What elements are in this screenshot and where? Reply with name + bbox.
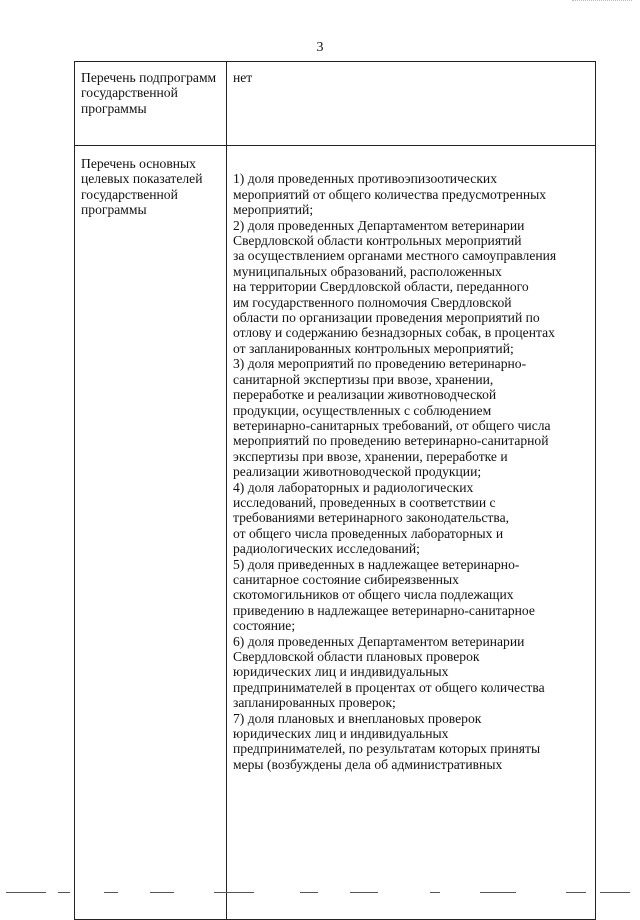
indicator-line: юридических лиц и индивидуальных (233, 664, 449, 680)
indicator-line: предпринимателей в процентах от общего количества (233, 679, 545, 695)
indicator-line: 6) доля проведенных Департаментом ветеринарии (233, 633, 525, 649)
indicator-line: 7) доля плановых и внеплановых проверок (233, 710, 482, 726)
indicator-line: 3) доля мероприятий по проведению ветеринарно- (233, 356, 527, 372)
indicator-line: продукции, осуществленных с соблюдением (233, 402, 492, 418)
row-label-target-indicators: Перечень основных целевых показателей государственной программы (75, 146, 227, 920)
indicator-line: реализации животноводческой продукции; (233, 464, 482, 480)
indicator-line: переработке и реализации животноводческой (233, 387, 497, 403)
indicator-line: области по организации проведения мероприятий по (233, 310, 540, 326)
indicator-line: на территории Свердловской области, переданного (233, 279, 529, 295)
indicator-line: санитарное состояние сибиреязвенных (233, 571, 459, 587)
indicator-line: требованиями ветеринарного законодательства, (233, 510, 510, 526)
indicator-list (233, 171, 591, 772)
indicator-line: приведению в надлежащее ветеринарно-санитарное (233, 602, 535, 618)
scan-edge-marks (0, 889, 640, 897)
scan-corner-mark (572, 0, 632, 3)
indicator-line: от запланированных контрольных мероприятий; (233, 340, 514, 356)
indicator-line: мероприятий по проведению ветеринарно-санитарной (233, 433, 549, 449)
page-number: 3 (316, 40, 324, 55)
indicator-line: юридических лиц и индивидуальных (233, 726, 449, 742)
indicator-line: мероприятий; (233, 202, 314, 218)
indicator-line: ветеринарно-санитарных требований, от общего числа (233, 417, 551, 433)
indicator-line: за осуществлением органами местного самоуправления (233, 248, 557, 264)
program-passport-table (74, 61, 596, 920)
indicator-line: мероприятий от общего количества предусмотренных (233, 186, 547, 202)
indicator-line: отлову и содержанию безнадзорных собак, в процентах (233, 325, 555, 341)
indicator-line: скотомогильников от общего числа подлежащих (233, 587, 514, 603)
indicator-line: радиологических исследований; (233, 541, 420, 557)
indicator-line: муниципальных образований, расположенных (233, 263, 502, 279)
indicator-line: 1) доля проведенных противоэпизоотических (233, 171, 497, 187)
indicator-line: запланированных проверок; (233, 695, 396, 711)
indicator-line: исследований, проведенных в соответствии с (233, 494, 496, 510)
row-value-subprograms: нет (227, 62, 596, 146)
table-row (75, 146, 596, 920)
table-row (75, 62, 596, 146)
indicator-line: состояние; (233, 618, 296, 634)
indicator-line: 5) доля приведенных в надлежащее ветеринарно- (233, 556, 520, 572)
indicator-line: Свердловской области плановых проверок (233, 649, 480, 664)
indicator-line: меры (возбуждены дела об административных (233, 756, 503, 772)
indicator-line: санитарной экспертизы при ввозе, хранении, (233, 371, 494, 387)
indicator-line: предпринимателей, по результатам которых приняты (233, 741, 541, 757)
row-label-subprograms: Перечень подпрограмм государственной программы (75, 62, 227, 146)
indicator-line: от общего числа проведенных лабораторных и (233, 525, 504, 541)
indicator-line: 4) доля лабораторных и радиологических (233, 479, 474, 495)
indicator-line: Свердловской области контрольных мероприятий (233, 233, 522, 249)
indicator-line: 2) доля проведенных Департаментом ветеринарии (233, 217, 525, 233)
row-value-target-indicators (227, 146, 596, 920)
indicator-line: им государственного полномочия Свердловской (233, 294, 512, 310)
indicator-line: экспертизы при ввозе, хранении, переработке и (233, 448, 508, 464)
